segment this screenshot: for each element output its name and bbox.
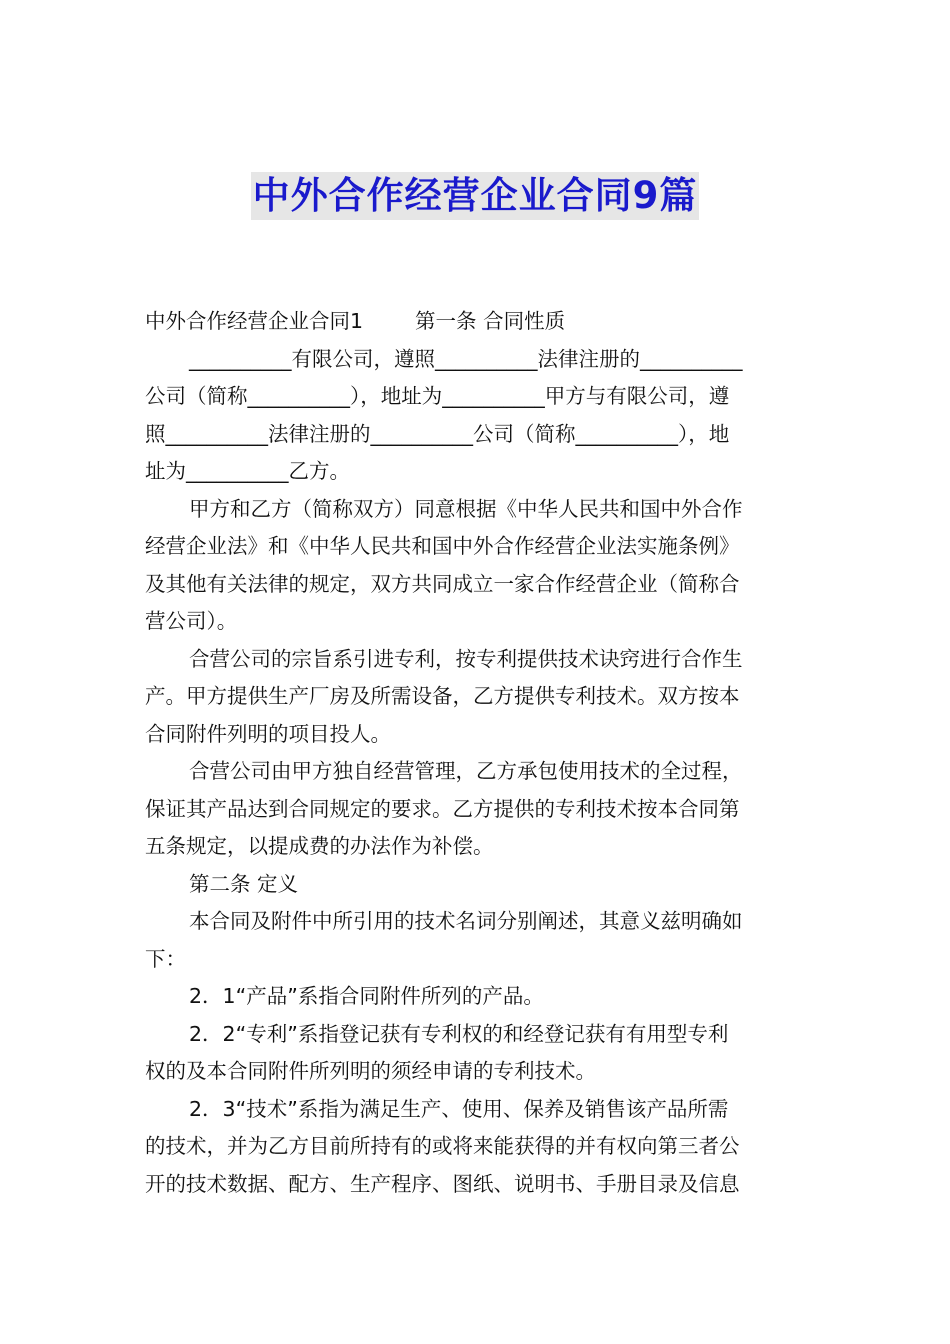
line-text: 下： xyxy=(145,946,186,971)
paragraph-line xyxy=(145,1128,807,1166)
paragraph-line xyxy=(145,303,807,341)
line-text: 2．1“产品”系指合同附件所列的产品。 xyxy=(189,984,544,1008)
line-text: 址为__________乙方。 xyxy=(145,459,350,483)
line-text: 公司（简称__________），地址为__________甲方与有限公司，遵 xyxy=(145,384,730,408)
line-text: 合营公司由甲方独自经营管理，乙方承包使用技术的全过程， xyxy=(189,759,743,783)
paragraph-line xyxy=(145,1016,807,1054)
paragraph-line xyxy=(145,378,807,416)
line-text: 甲方和乙方（简称双方）同意根据《中华人民共和国中外合作 xyxy=(189,496,743,521)
line-text: 本合同及附件中所引用的技术名词分别阐述，其意义兹明确如 xyxy=(189,909,743,933)
paragraph-line xyxy=(145,1091,807,1129)
document-body xyxy=(145,303,807,1203)
paragraph-line xyxy=(145,641,807,679)
paragraph-line xyxy=(145,791,807,829)
line-text: 第二条 定义 xyxy=(189,871,299,896)
line-text: 产。甲方提供生产厂房及所需设备，乙方提供专利技术。双方按本 xyxy=(145,684,740,708)
paragraph-line xyxy=(145,341,807,379)
paragraph-line xyxy=(145,978,807,1016)
line-text: 合同附件列明的项目投人。 xyxy=(145,721,391,746)
line-text: 权的及本合同附件所列明的须经申请的专利技术。 xyxy=(145,1059,596,1083)
paragraph-line xyxy=(145,491,807,529)
line-text: 照__________法律注册的__________公司（简称__________），地 xyxy=(145,421,730,446)
line-text: __________有限公司，遵照__________法律注册的__________ xyxy=(189,346,743,371)
paragraph-line xyxy=(145,528,807,566)
paragraph-line xyxy=(145,716,807,754)
line-text: 中外合作经营企业合同1 xyxy=(145,309,364,333)
line-text: 开的技术数据、配方、生产程序、图纸、说明书、手册目录及信息 xyxy=(145,1171,740,1196)
document-title: 中外合作经营企业合同9篇 xyxy=(251,172,700,220)
paragraph-line xyxy=(145,1053,807,1091)
line-text: 的技术，并为乙方目前所持有的或将来能获得的并有权向第三者公 xyxy=(145,1134,740,1158)
paragraph-line xyxy=(145,453,807,491)
paragraph-line xyxy=(145,828,807,866)
paragraph-line xyxy=(145,1166,807,1204)
paragraph-line xyxy=(145,866,807,904)
paragraph-line xyxy=(145,753,807,791)
line-text: 经营企业法》和《中华人民共和国中外合作经营企业法实施条例》 xyxy=(145,534,740,558)
paragraph-line xyxy=(145,903,807,941)
line-text: 2．3“技术”系指为满足生产、使用、保养及销售该产品所需 xyxy=(189,1096,729,1121)
line-text: 2．2“专利”系指登记获有专利权的和经登记获有有用型专利 xyxy=(189,1021,729,1046)
line-text-secondary: 第一条 合同性质 xyxy=(415,309,566,333)
paragraph-line xyxy=(145,678,807,716)
line-text: 合营公司的宗旨系引进专利，按专利提供技术诀窍进行合作生 xyxy=(189,646,743,671)
line-text: 保证其产品达到合同规定的要求。乙方提供的专利技术按本合同第 xyxy=(145,796,740,821)
paragraph-line xyxy=(145,566,807,604)
line-text: 五条规定，以提成费的办法作为补偿。 xyxy=(145,834,494,858)
line-text: 及其他有关法律的规定，双方共同成立一家合作经营企业（简称合 xyxy=(145,571,740,596)
title-container xyxy=(0,172,950,220)
paragraph-line xyxy=(145,603,807,641)
paragraph-line xyxy=(145,416,807,454)
line-text: 营公司）。 xyxy=(145,609,238,633)
paragraph-line xyxy=(145,941,807,979)
